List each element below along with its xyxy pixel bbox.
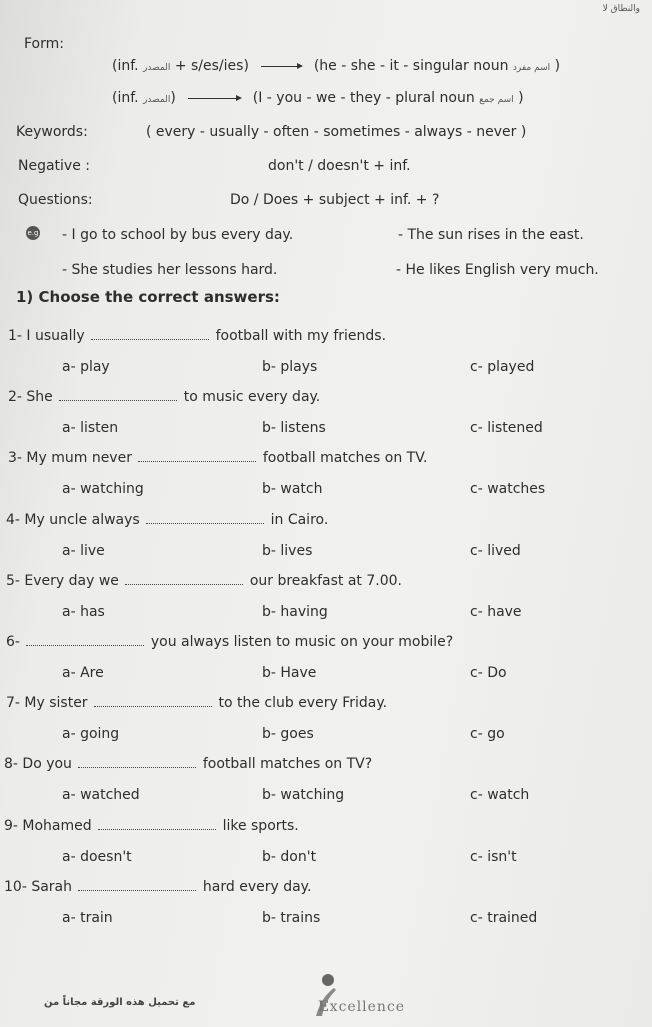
option-a[interactable]: a- Are — [62, 665, 104, 681]
question-suffix: football with my friends. — [215, 328, 387, 344]
logo-word: xcellence — [329, 999, 406, 1015]
keywords-value: ( every - usually - often - sometimes - always - never ) — [146, 124, 527, 140]
rule1-inf: (inf. — [112, 58, 139, 74]
option-b[interactable]: b- trains — [262, 910, 321, 926]
question-stem — [4, 818, 299, 834]
answer-blank[interactable] — [98, 828, 216, 830]
question-stem — [6, 512, 328, 528]
questions-label: Questions: — [18, 192, 93, 208]
option-a[interactable]: a- live — [62, 543, 105, 559]
option-b[interactable]: b- plays — [262, 359, 318, 375]
option-b[interactable]: b- lives — [262, 543, 313, 559]
answer-blank[interactable] — [138, 460, 256, 462]
question-suffix: to music every day. — [183, 389, 321, 405]
option-c[interactable]: c- lived — [470, 543, 521, 559]
option-a[interactable]: a- doesn't — [62, 849, 132, 865]
option-b[interactable]: b- goes — [262, 726, 314, 742]
question-stem — [6, 695, 387, 711]
answer-blank[interactable] — [26, 644, 144, 646]
rule1-arabic: المصدر — [143, 63, 171, 73]
question-stem — [8, 389, 320, 405]
rule1-subjects: (he - she - it - singular noun — [313, 58, 509, 74]
negative-value: don't / doesn't + inf. — [268, 158, 411, 174]
question-prefix: 9- Mohamed — [4, 818, 92, 834]
answer-blank[interactable] — [125, 583, 243, 585]
example-2: - The sun rises in the east. — [398, 227, 584, 243]
option-a[interactable]: a- train — [62, 910, 113, 926]
question-prefix: 7- My sister — [6, 695, 88, 711]
rule2-arabic: المصدر — [143, 95, 171, 105]
question-stem — [8, 328, 386, 344]
option-c[interactable]: c- go — [470, 726, 505, 742]
question-prefix: 4- My uncle always — [6, 512, 140, 528]
question-suffix: to the club every Friday. — [218, 695, 388, 711]
rule1-arabic-2: اسم مفرد — [512, 63, 551, 73]
rule2-end: ) — [518, 90, 524, 106]
answer-blank[interactable] — [146, 522, 264, 524]
option-a[interactable]: a- going — [62, 726, 120, 742]
question-stem — [4, 756, 372, 772]
example-1: - I go to school by bus every day. — [62, 227, 294, 243]
corner-arabic-text: والنطاق لا — [602, 4, 640, 14]
option-c[interactable]: c- watches — [470, 481, 546, 497]
form-rule-plural — [112, 90, 524, 106]
question-prefix: 1- I usually — [8, 328, 85, 344]
option-c[interactable]: c- trained — [470, 910, 538, 926]
option-a[interactable]: a- has — [62, 604, 105, 620]
form-rule-singular — [112, 58, 560, 74]
option-c[interactable]: c- played — [470, 359, 535, 375]
question-prefix: 8- Do you — [4, 756, 72, 772]
questions-value: Do / Does + subject + inf. + ? — [230, 192, 440, 208]
rule2-inf: (inf. — [112, 90, 139, 106]
answer-blank[interactable] — [59, 399, 177, 401]
question-suffix: in Cairo. — [270, 512, 329, 528]
answer-blank[interactable] — [94, 705, 212, 707]
logo-initial: E — [318, 999, 330, 1015]
answer-blank[interactable] — [78, 766, 196, 768]
question-suffix: like sports. — [222, 818, 299, 834]
negative-label: Negative : — [18, 158, 90, 174]
rule1-end: ) — [554, 58, 561, 74]
question-suffix: you always listen to music on your mobile? — [150, 634, 454, 650]
question-prefix: 2- She — [8, 389, 53, 405]
rule2-subjects: (I - you - we - they - plural noun — [252, 90, 475, 106]
rule2-arabic-2: اسم جمع — [479, 95, 514, 105]
question-prefix: 10- Sarah — [4, 879, 72, 895]
footer-logo-text — [318, 999, 405, 1015]
arrow-icon — [188, 98, 240, 99]
form-heading: Form: — [24, 36, 64, 52]
option-c[interactable]: c- Do — [470, 665, 507, 681]
option-b[interactable]: b- having — [262, 604, 328, 620]
question-prefix: 5- Every day we — [6, 573, 119, 589]
option-a[interactable]: a- watching — [62, 481, 144, 497]
option-a[interactable]: a- play — [62, 359, 110, 375]
example-4: - He likes English very much. — [396, 262, 599, 278]
example-3: - She studies her lessons hard. — [62, 262, 278, 278]
keywords-label: Keywords: — [16, 124, 88, 140]
question-prefix: 3- My mum never — [8, 450, 132, 466]
option-b[interactable]: b- Have — [262, 665, 317, 681]
footer-arabic: مع تحميل هذه الورقة مجاناً من — [44, 997, 196, 1008]
question-stem — [4, 879, 311, 895]
question-stem — [8, 450, 427, 466]
option-c[interactable]: c- isn't — [470, 849, 517, 865]
option-b[interactable]: b- watching — [262, 787, 345, 803]
option-a[interactable]: a- watched — [62, 787, 140, 803]
question-prefix: 6- — [6, 634, 20, 650]
question-stem — [6, 573, 402, 589]
option-c[interactable]: c- watch — [470, 787, 530, 803]
option-b[interactable]: b- watch — [262, 481, 323, 497]
arrow-icon — [261, 66, 301, 67]
question-suffix: hard every day. — [202, 879, 312, 895]
example-badge-icon: e.g — [26, 226, 40, 240]
rule2-close: ) — [170, 90, 176, 106]
question-stem — [6, 634, 453, 650]
answer-blank[interactable] — [91, 338, 209, 340]
question-suffix: our breakfast at 7.00. — [249, 573, 402, 589]
rule1-suffix: + s/es/ies) — [174, 58, 249, 74]
question-suffix: football matches on TV. — [262, 450, 428, 466]
question-suffix: football matches on TV? — [202, 756, 373, 772]
option-b[interactable]: b- listens — [262, 420, 326, 436]
option-c[interactable]: c- have — [470, 604, 522, 620]
option-a[interactable]: a- listen — [62, 420, 119, 436]
option-b[interactable]: b- don't — [262, 849, 317, 865]
answer-blank[interactable] — [78, 889, 196, 891]
option-c[interactable]: c- listened — [470, 420, 543, 436]
exercise-title: 1) Choose the correct answers: — [16, 288, 280, 306]
